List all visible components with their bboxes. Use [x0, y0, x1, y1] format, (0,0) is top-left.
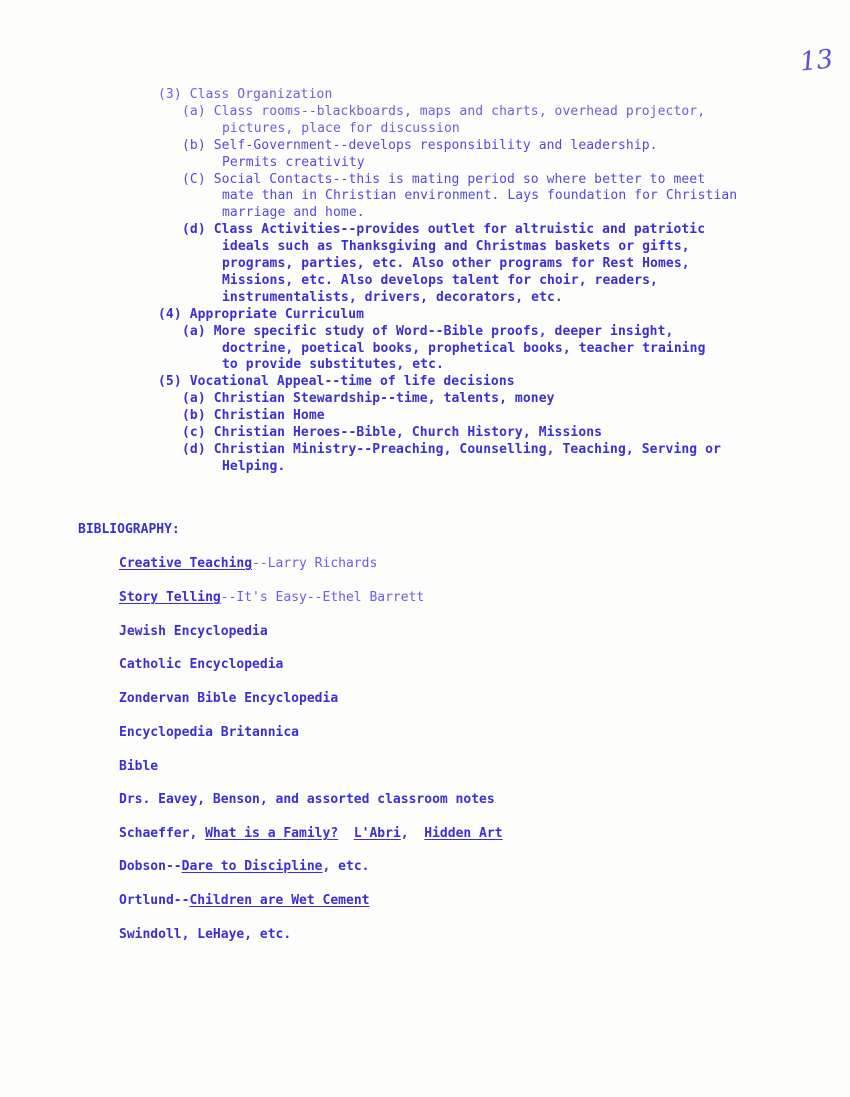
- outline-line: (b) Self-Government--develops responsibility and leadership.: [182, 137, 658, 153]
- book-title: Children are Wet Cement: [189, 893, 370, 908]
- entry-text: Dobson--: [119, 859, 182, 874]
- outline-line: (d) Christian Ministry--Preaching, Counselling, Teaching, Serving or: [182, 441, 722, 457]
- entry-text: --Larry Richards: [252, 556, 378, 571]
- outline-line: (C) Social Contacts--this is mating period so where better to meet: [182, 171, 706, 187]
- book-title: Story Telling: [119, 590, 221, 605]
- entry-text: , etc.: [322, 859, 370, 874]
- bibliography-entry: [119, 759, 158, 774]
- outline-line: (a) Class rooms--blackboards, maps and charts, overhead projector,: [182, 103, 706, 119]
- entry-text: Jewish Encyclopedia: [119, 624, 268, 639]
- entry-text: Drs. Eavey, Benson, and assorted classroom notes: [119, 792, 495, 807]
- bibliography-entry: [119, 859, 369, 874]
- book-title: What is a Family?: [205, 826, 339, 841]
- bibliography-entry: [119, 893, 369, 908]
- entry-text: [338, 826, 354, 841]
- bibliography-entry: [119, 657, 283, 672]
- book-title: Dare to Discipline: [181, 859, 323, 874]
- outline-line: (3) Class Organization: [158, 87, 333, 102]
- bibliography-heading: BIBLIOGRAPHY:: [78, 522, 180, 537]
- entry-text: Swindoll, LeHaye, etc.: [119, 927, 292, 942]
- outline-line: (a) Christian Stewardship--time, talents, money: [182, 391, 555, 407]
- entry-text: Schaeffer,: [119, 826, 206, 841]
- outline-line: (c) Christian Heroes--Bible, Church History, Missions: [182, 425, 603, 440]
- page-number: 13: [798, 44, 835, 78]
- outline-line: mate than in Christian environment. Lays foundation for Christian: [222, 188, 738, 204]
- book-title: Hidden Art: [424, 826, 503, 841]
- outline-line: marriage and home.: [222, 205, 365, 221]
- entry-text: Zondervan Bible Encyclopedia: [119, 691, 339, 706]
- outline-line: (5) Vocational Appeal--time of life decisions: [158, 374, 515, 390]
- entry-text: ,: [400, 826, 425, 841]
- outline-line: (4) Appropriate Curriculum: [158, 306, 365, 322]
- bibliography-entry: [119, 927, 291, 942]
- bibliography-entry: [119, 590, 424, 605]
- outline-line: (d) Class Activities--provides outlet for altruistic and patriotic: [182, 222, 706, 238]
- outline-line: (b) Christian Home: [182, 408, 325, 424]
- bibliography-entry: [119, 725, 299, 740]
- entry-text: Bible: [119, 759, 159, 774]
- outline-line: instrumentalists, drivers, decorators, etc.: [222, 289, 563, 305]
- outline-line: (a) More specific study of Word--Bible proofs, deeper insight,: [182, 323, 674, 339]
- outline-line: Helping.: [222, 458, 286, 474]
- bibliography-entry: [119, 792, 495, 807]
- outline-line: Missions, etc. Also develops talent for choir, readers,: [222, 272, 658, 288]
- bibliography-entry: [119, 826, 503, 841]
- entry-text: Ortlund--: [119, 893, 190, 908]
- outline-line: Permits creativity: [222, 154, 365, 170]
- entry-text: Catholic Encyclopedia: [119, 657, 284, 672]
- bibliography-entry: [119, 624, 268, 639]
- outline-line: to provide substitutes, etc.: [222, 357, 444, 373]
- entry-text: --It's Easy--Ethel Barrett: [220, 590, 425, 605]
- book-title: Creative Teaching: [119, 556, 253, 571]
- bibliography-entry: [119, 691, 338, 706]
- outline-line: ideals such as Thanksgiving and Christmas baskets or gifts,: [222, 239, 690, 255]
- bibliography-entry: [119, 556, 377, 571]
- outline-line: doctrine, poetical books, prophetical books, teacher training: [222, 340, 706, 356]
- outline-line: programs, parties, etc. Also other programs for Rest Homes,: [222, 256, 690, 271]
- entry-text: Encyclopedia Britannica: [119, 725, 300, 740]
- book-title: L'Abri: [353, 826, 401, 841]
- outline-line: pictures, place for discussion: [222, 120, 460, 136]
